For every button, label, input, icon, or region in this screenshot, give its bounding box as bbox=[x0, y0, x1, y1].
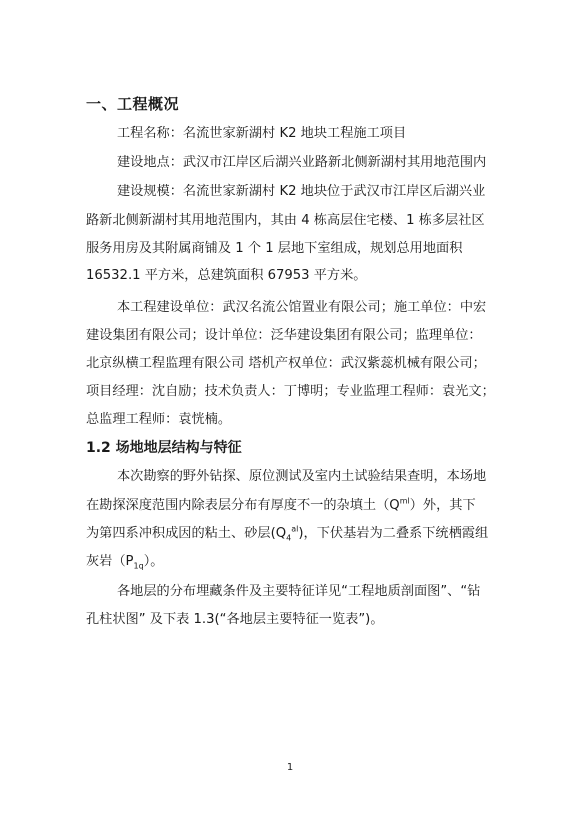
text-line: 各地层的分布埋藏条件及主要特征详见“工程地质剖面图”、“钻 bbox=[117, 584, 481, 599]
superscript: al bbox=[291, 524, 299, 534]
text-run: )，下伏基岩为二叠系下统栖霞组 bbox=[298, 526, 489, 541]
text-line bbox=[86, 554, 163, 570]
page-number: 1 bbox=[286, 762, 294, 773]
text-run: ）外，其下 bbox=[409, 498, 476, 513]
text-run: ）。 bbox=[143, 554, 164, 569]
text-line bbox=[86, 526, 488, 542]
project-scale-line: 建设规模：名流世家新湖村 K2 地块位于武汉市江岸区后湖兴业 bbox=[117, 184, 486, 199]
text-line: 16532.1 平方米，总建筑面积 67953 平方米。 bbox=[86, 268, 367, 283]
text-line: 项目经理：沈自励；技术负责人：丁博明；专业监理工程师：袁光文； bbox=[86, 384, 495, 399]
section-heading-overview: 一、工程概况 bbox=[86, 95, 180, 113]
text-line: 北京纵横工程监理有限公司 塔机产权单位：武汉紫蕊机械有限公司； bbox=[86, 356, 486, 371]
section-heading-strata: 1.2 场地地层结构与特征 bbox=[86, 440, 242, 456]
text-run: 为第四系冲积成因的粘土、砂层(Q bbox=[86, 526, 287, 541]
project-name-line: 工程名称：名流世家新湖村 K2 地块工程施工项目 bbox=[117, 126, 407, 141]
superscript: ml bbox=[399, 496, 410, 506]
text-line: 孔柱状图” 及下表 1.3(“各地层主要特征一览表”)。 bbox=[86, 612, 384, 627]
parties-line: 本工程建设单位：武汉名流公馆置业有限公司；施工单位：中宏 bbox=[117, 300, 487, 315]
text-run: 在勘探深度范围内除表层分布有厚度不一的杂填土（Q bbox=[86, 498, 400, 513]
text-line: 服务用房及其附属商铺及 1 个 1 层地下室组成，规划总用地面积 bbox=[86, 241, 463, 256]
text-line: 总监理工程师：袁恍楠。 bbox=[86, 412, 232, 427]
subscript: 4 bbox=[286, 533, 292, 543]
text-line bbox=[86, 498, 476, 514]
text-line: 建设集团有限公司；设计单位：泛华建设集团有限公司；监理单位： bbox=[86, 328, 482, 343]
text-run: 灰岩（P bbox=[86, 554, 134, 569]
text-line: 本次勘察的野外钻探、原位测试及室内土试验结果查明，本场地 bbox=[117, 469, 487, 484]
text-line: 路新北侧新湖村其用地范围内，其由 4 栋高层住宅楼、1 栋多层社区 bbox=[86, 213, 485, 228]
subscript: 1q bbox=[133, 561, 144, 571]
project-location-line: 建设地点：武汉市江岸区后湖兴业路新北侧新湖村其用地范围内 bbox=[117, 155, 487, 170]
